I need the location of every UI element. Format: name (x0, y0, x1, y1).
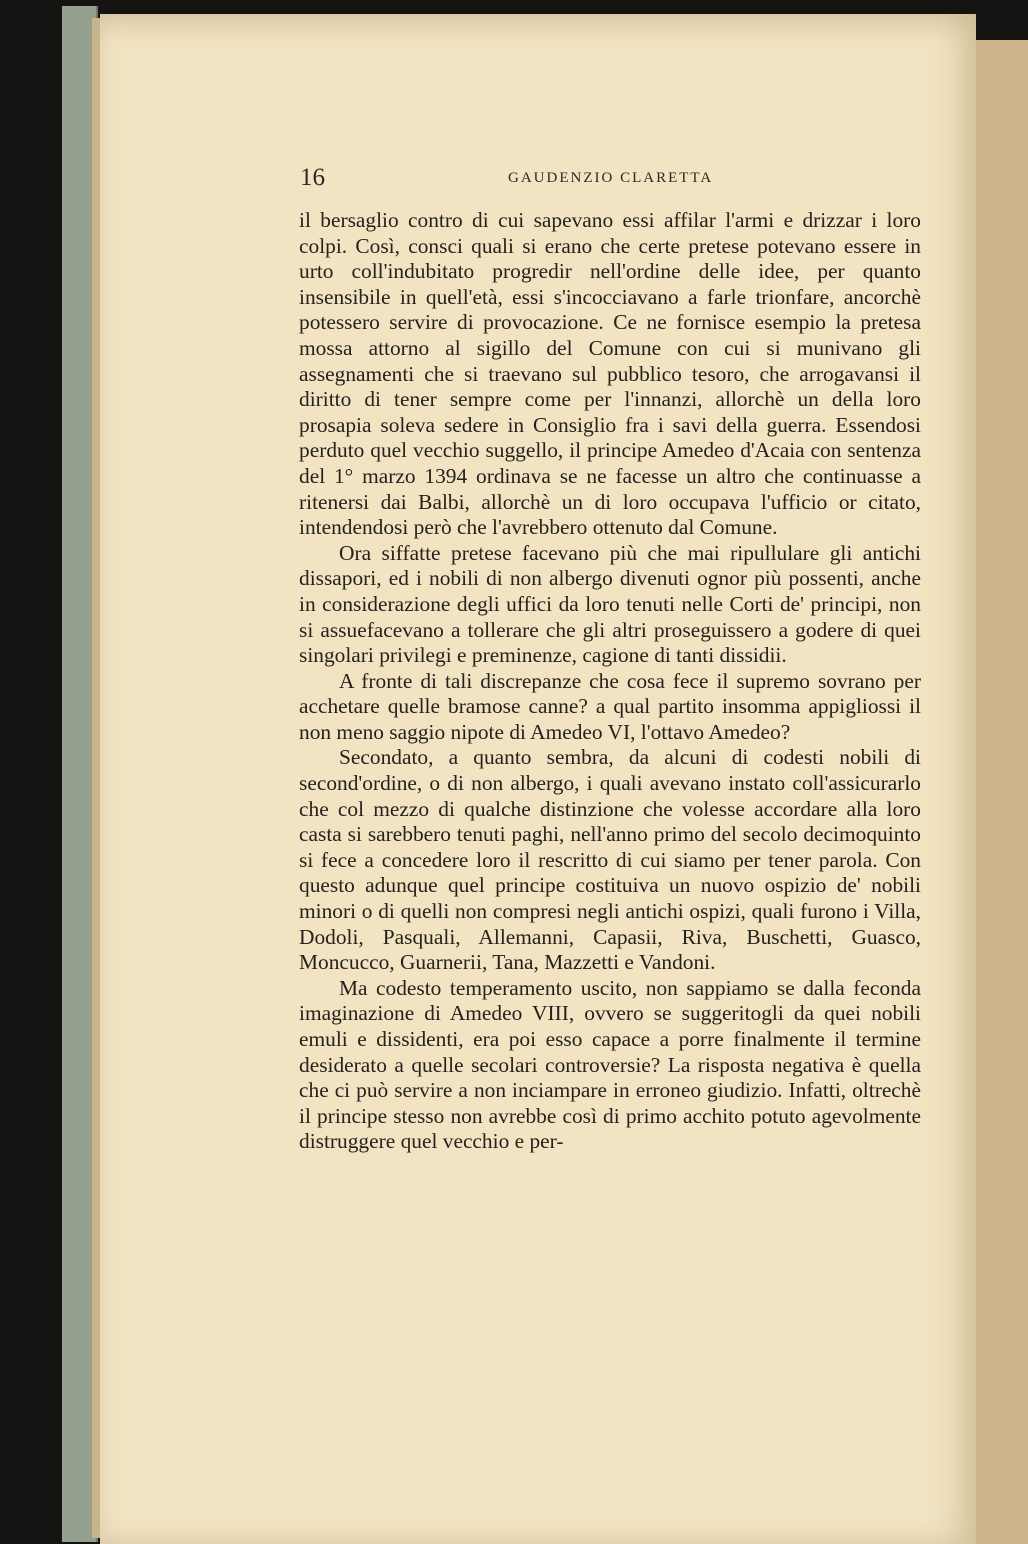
paragraph: Ma codesto temperamento uscito, non sappiamo se dalla feconda imaginazione di Amedeo VIII, ovvero se suggeritogli da quei nobili emuli e dissidenti, era poi esso capace a porre finalmente il termine desiderato a quelle secolari controversie? La risposta negativa è quella che ci può servire a non inciampare in erroneo giudizio. Infatti, oltrechè il principe stesso non avrebbe così di primo acchito potuto agevolmente distruggere quel vecchio e per- (299, 975, 921, 1154)
page-header (300, 164, 920, 204)
facing-page-edge (972, 40, 1028, 1544)
body-text (299, 208, 921, 1155)
paragraph: Secondato, a quanto sembra, da alcuni di codesti nobili di second'ordine, o di non albergo, i quali avevano instato coll'assicurarlo che col mezzo di qualche distinzione che volesse accordare alla loro casta si sarebbero tenuti paghi, nell'anno primo del secolo decimoquinto si fece a concedere loro il rescritto di cui siamo per tener parola. Con questo adunque quel principe costituiva un nuovo ospizio de' nobili minori o di quelli non compresi negli antichi ospizi, quali furono i Villa, Dodoli, Pasquali, Allemanni, Capasii, Riva, Buschetti, Guasco, Moncucco, Guarnerii, Tana, Mazzetti e Vandoni. (299, 745, 921, 975)
paragraph: il bersaglio contro di cui sapevano essi affilar l'armi e drizzar i loro colpi. Così, consci quali si erano che certe pretese potevano essere in urto coll'indubitato progredir nell'ordine delle idee, per quanto insensibile in quell'età, essi s'incocciavano a farle trionfare, ancorchè potessero servire di provocazione. Ce ne fornisce esempio la pretesa mossa attorno al sigillo del Comune con cui si munivano gli assegnamenti che si traevano sul pubblico tesoro, che arrogavansi il diritto di tener sempre come per l'innanzi, allorchè un della loro prosapia soleva sedere in Consiglio fra i savi della guerra. Essendosi perduto quel vecchio suggello, il principe Amedeo d'Acaia con sentenza del 1° marzo 1394 ordinava se ne facesse un altro che continuasse a ritenersi dai Balbi, allorchè un di loro occupava l'ufficio or citato, intendendosi però che l'avrebbero ottenuto dal Comune. (299, 208, 921, 540)
paragraph: Ora siffatte pretese facevano più che mai ripullulare gli antichi dissapori, ed i nobili di non albergo divenuti ognor più possenti, anche in considerazione degli uffici da loro tenuti nelle Corti de' principi, non si assuefacevano a tollerare che gli altri proseguissero a godere di quei singolari privilegi e preminenze, cagione di tanti dissidii. (299, 540, 921, 668)
page-number: 16 (300, 164, 325, 191)
paragraph: A fronte di tali discrepanze che cosa fece il supremo sovrano per acchetare quelle bramose canne? a qual partito insomma appigliossi il non meno saggio nipote di Amedeo VI, l'ottavo Amedeo? (299, 668, 921, 744)
running-title: GAUDENZIO CLARETTA (508, 170, 714, 186)
